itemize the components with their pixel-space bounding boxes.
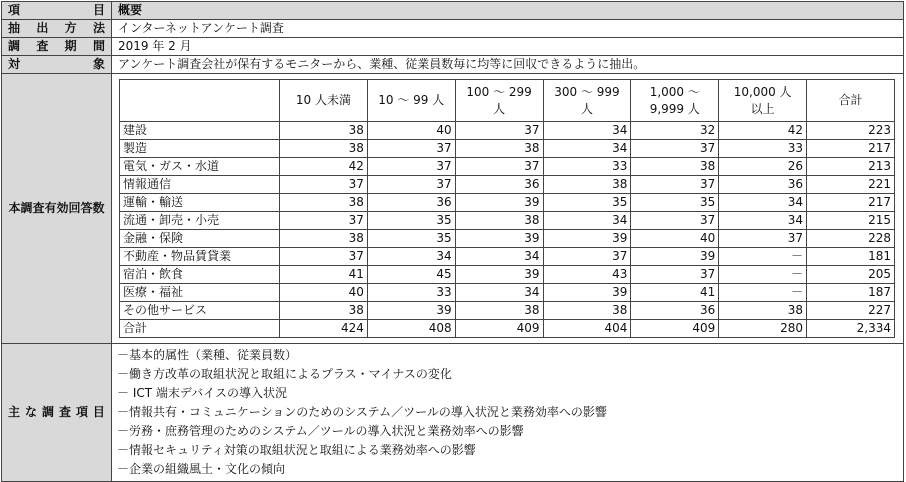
count-cell: 35 xyxy=(543,194,631,212)
count-cell: 34 xyxy=(455,284,543,302)
row-method xyxy=(2,20,904,38)
label-char: 目 xyxy=(92,405,105,419)
industry-label: 合計 xyxy=(120,320,280,338)
count-cell: 34 xyxy=(543,212,631,230)
count-cell: 34 xyxy=(719,194,807,212)
industry-label: 流通・卸売・小売 xyxy=(120,212,280,230)
column-header: 10 ～ 99 人 xyxy=(367,80,455,122)
table-row xyxy=(120,248,895,266)
table-row xyxy=(120,158,895,176)
row-survey-items xyxy=(2,344,904,482)
label-char: 象 xyxy=(92,57,105,71)
list-item: －情報セキュリティ対策の取組状況と取組による業務効率への影響 xyxy=(117,443,476,457)
survey-overview-table xyxy=(1,1,904,482)
label-char: 査 xyxy=(58,405,71,419)
count-cell: 36 xyxy=(719,176,807,194)
list-item: －働き方改革の取組状況と取組によるプラス・マイナスの変化 xyxy=(117,367,452,381)
column-header: 10,000 人 以上 xyxy=(719,80,807,122)
responses-cell xyxy=(112,74,904,344)
count-cell: 37 xyxy=(455,122,543,140)
count-cell: 38 xyxy=(543,176,631,194)
count-cell: 39 xyxy=(543,230,631,248)
count-cell: 221 xyxy=(807,176,895,194)
count-cell: 35 xyxy=(367,212,455,230)
table-row xyxy=(120,122,895,140)
count-cell: 39 xyxy=(543,284,631,302)
count-cell: 39 xyxy=(455,230,543,248)
count-cell: 215 xyxy=(807,212,895,230)
table-row xyxy=(120,266,895,284)
industry-label: 不動産・物品賃貸業 xyxy=(120,248,280,266)
list-item: －労務・庶務管理のためのシステム／ツールの導入状況と業務効率への影響 xyxy=(117,424,524,438)
count-cell: 228 xyxy=(807,230,895,248)
survey-items-list xyxy=(112,344,904,482)
industry-label: 製造 xyxy=(120,140,280,158)
count-cell: 217 xyxy=(807,194,895,212)
table-row xyxy=(120,302,895,320)
count-cell: 35 xyxy=(367,230,455,248)
count-cell: 40 xyxy=(367,122,455,140)
count-cell: 33 xyxy=(367,284,455,302)
count-cell: 37 xyxy=(280,248,368,266)
list-item: － ICT 端末デバイスの導入状況 xyxy=(117,386,288,400)
count-cell: － xyxy=(719,248,807,266)
list-item: －企業の組織風土・文化の傾向 xyxy=(117,462,286,476)
label-char: 法 xyxy=(92,21,105,35)
label-char: 出 xyxy=(36,21,49,35)
label-target xyxy=(2,56,112,74)
count-cell: 37 xyxy=(280,212,368,230)
count-cell: 38 xyxy=(455,302,543,320)
count-cell: 42 xyxy=(719,122,807,140)
count-cell: 187 xyxy=(807,284,895,302)
count-cell: 217 xyxy=(807,140,895,158)
header-blank xyxy=(120,80,280,122)
table-row xyxy=(120,176,895,194)
count-cell: 36 xyxy=(631,302,719,320)
industry-label: 運輸・輸送 xyxy=(120,194,280,212)
count-cell: 40 xyxy=(631,230,719,248)
table-row xyxy=(120,284,895,302)
responses-table xyxy=(119,79,895,338)
count-cell: 205 xyxy=(807,266,895,284)
label-char: 間 xyxy=(92,39,105,53)
count-cell: 32 xyxy=(631,122,719,140)
row-responses xyxy=(2,74,904,344)
count-cell: 424 xyxy=(280,320,368,338)
label-char: 項 xyxy=(75,405,88,419)
table-row xyxy=(120,140,895,158)
label-char: 抽 xyxy=(8,21,21,35)
count-cell: 37 xyxy=(543,248,631,266)
count-cell: 36 xyxy=(367,194,455,212)
count-cell: 41 xyxy=(631,284,719,302)
label-period xyxy=(2,38,112,56)
label-responses: 本調査有効回答数 xyxy=(2,74,112,344)
count-cell: 37 xyxy=(631,140,719,158)
value-method: インターネットアンケート調査 xyxy=(112,20,904,38)
count-cell: 33 xyxy=(719,140,807,158)
count-cell: 409 xyxy=(455,320,543,338)
count-cell: 40 xyxy=(280,284,368,302)
column-header: 1,000 ～ 9,999 人 xyxy=(631,80,719,122)
count-cell: 38 xyxy=(280,194,368,212)
count-cell: 34 xyxy=(455,248,543,266)
industry-label: 建設 xyxy=(120,122,280,140)
count-cell: 409 xyxy=(631,320,719,338)
count-cell: 38 xyxy=(543,302,631,320)
list-item: －情報共有・コミュニケーションのためのシステム／ツールの導入状況と業務効率への影響 xyxy=(117,405,607,419)
count-cell: 38 xyxy=(719,302,807,320)
count-cell: 38 xyxy=(631,158,719,176)
label-char: 目 xyxy=(92,3,105,17)
count-cell: 39 xyxy=(455,194,543,212)
count-cell: 35 xyxy=(631,194,719,212)
count-cell: 37 xyxy=(631,176,719,194)
row-period xyxy=(2,38,904,56)
count-cell: 34 xyxy=(543,122,631,140)
count-cell: 223 xyxy=(807,122,895,140)
count-cell: 39 xyxy=(367,302,455,320)
count-cell: 38 xyxy=(455,212,543,230)
industry-label: 宿泊・飲食 xyxy=(120,266,280,284)
list-item: －基本的属性（業種、従業員数） xyxy=(117,348,298,362)
table-row xyxy=(120,320,895,338)
count-cell: 37 xyxy=(367,140,455,158)
count-cell: － xyxy=(719,284,807,302)
count-cell: 37 xyxy=(719,230,807,248)
label-char: 対 xyxy=(8,57,21,71)
count-cell: 37 xyxy=(367,176,455,194)
label-char: な xyxy=(24,405,37,419)
table-row xyxy=(120,230,895,248)
count-cell: 37 xyxy=(280,176,368,194)
value-target: アンケート調査会社が保有するモニターから、業種、従業員数毎に均等に回収できるように抽出。 xyxy=(112,56,904,74)
count-cell: 43 xyxy=(543,266,631,284)
count-cell: 37 xyxy=(631,266,719,284)
label-char: 主 xyxy=(8,405,21,419)
count-cell: 34 xyxy=(543,140,631,158)
count-cell: 39 xyxy=(631,248,719,266)
label-item xyxy=(2,2,112,20)
label-char: 調 xyxy=(8,39,21,53)
count-cell: 26 xyxy=(719,158,807,176)
industry-label: その他サービス xyxy=(120,302,280,320)
label-char: 方 xyxy=(64,21,77,35)
industry-label: 電気・ガス・水道 xyxy=(120,158,280,176)
count-cell: 213 xyxy=(807,158,895,176)
label-char: 項 xyxy=(8,3,21,17)
table-row xyxy=(120,212,895,230)
industry-label: 情報通信 xyxy=(120,176,280,194)
count-cell: 280 xyxy=(719,320,807,338)
label-method xyxy=(2,20,112,38)
count-cell: 37 xyxy=(631,212,719,230)
count-cell: 33 xyxy=(543,158,631,176)
count-cell: 2,334 xyxy=(807,320,895,338)
table-row xyxy=(120,194,895,212)
column-header: 100 ～ 299 人 xyxy=(455,80,543,122)
industry-label: 金融・保険 xyxy=(120,230,280,248)
row-target xyxy=(2,56,904,74)
count-cell: 37 xyxy=(367,158,455,176)
count-cell: 34 xyxy=(719,212,807,230)
count-cell: 227 xyxy=(807,302,895,320)
industry-label: 医療・福祉 xyxy=(120,284,280,302)
value-period: 2019 年 2 月 xyxy=(112,38,904,56)
label-char: 査 xyxy=(36,39,49,53)
count-cell: 404 xyxy=(543,320,631,338)
label-char: 調 xyxy=(41,405,54,419)
count-cell: － xyxy=(719,266,807,284)
count-cell: 42 xyxy=(280,158,368,176)
count-cell: 45 xyxy=(367,266,455,284)
count-cell: 37 xyxy=(455,158,543,176)
count-cell: 181 xyxy=(807,248,895,266)
count-cell: 408 xyxy=(367,320,455,338)
responses-header-row xyxy=(120,80,895,122)
count-cell: 36 xyxy=(455,176,543,194)
label-survey-items xyxy=(2,344,112,482)
column-header: 300 ～ 999 人 xyxy=(543,80,631,122)
count-cell: 38 xyxy=(280,302,368,320)
label-char: 期 xyxy=(64,39,77,53)
count-cell: 38 xyxy=(455,140,543,158)
count-cell: 39 xyxy=(455,266,543,284)
column-header: 合計 xyxy=(807,80,895,122)
count-cell: 41 xyxy=(280,266,368,284)
count-cell: 38 xyxy=(280,230,368,248)
count-cell: 38 xyxy=(280,140,368,158)
label-overview: 概要 xyxy=(112,2,904,20)
count-cell: 34 xyxy=(367,248,455,266)
row-header xyxy=(2,2,904,20)
count-cell: 38 xyxy=(280,122,368,140)
column-header: 10 人未満 xyxy=(280,80,368,122)
